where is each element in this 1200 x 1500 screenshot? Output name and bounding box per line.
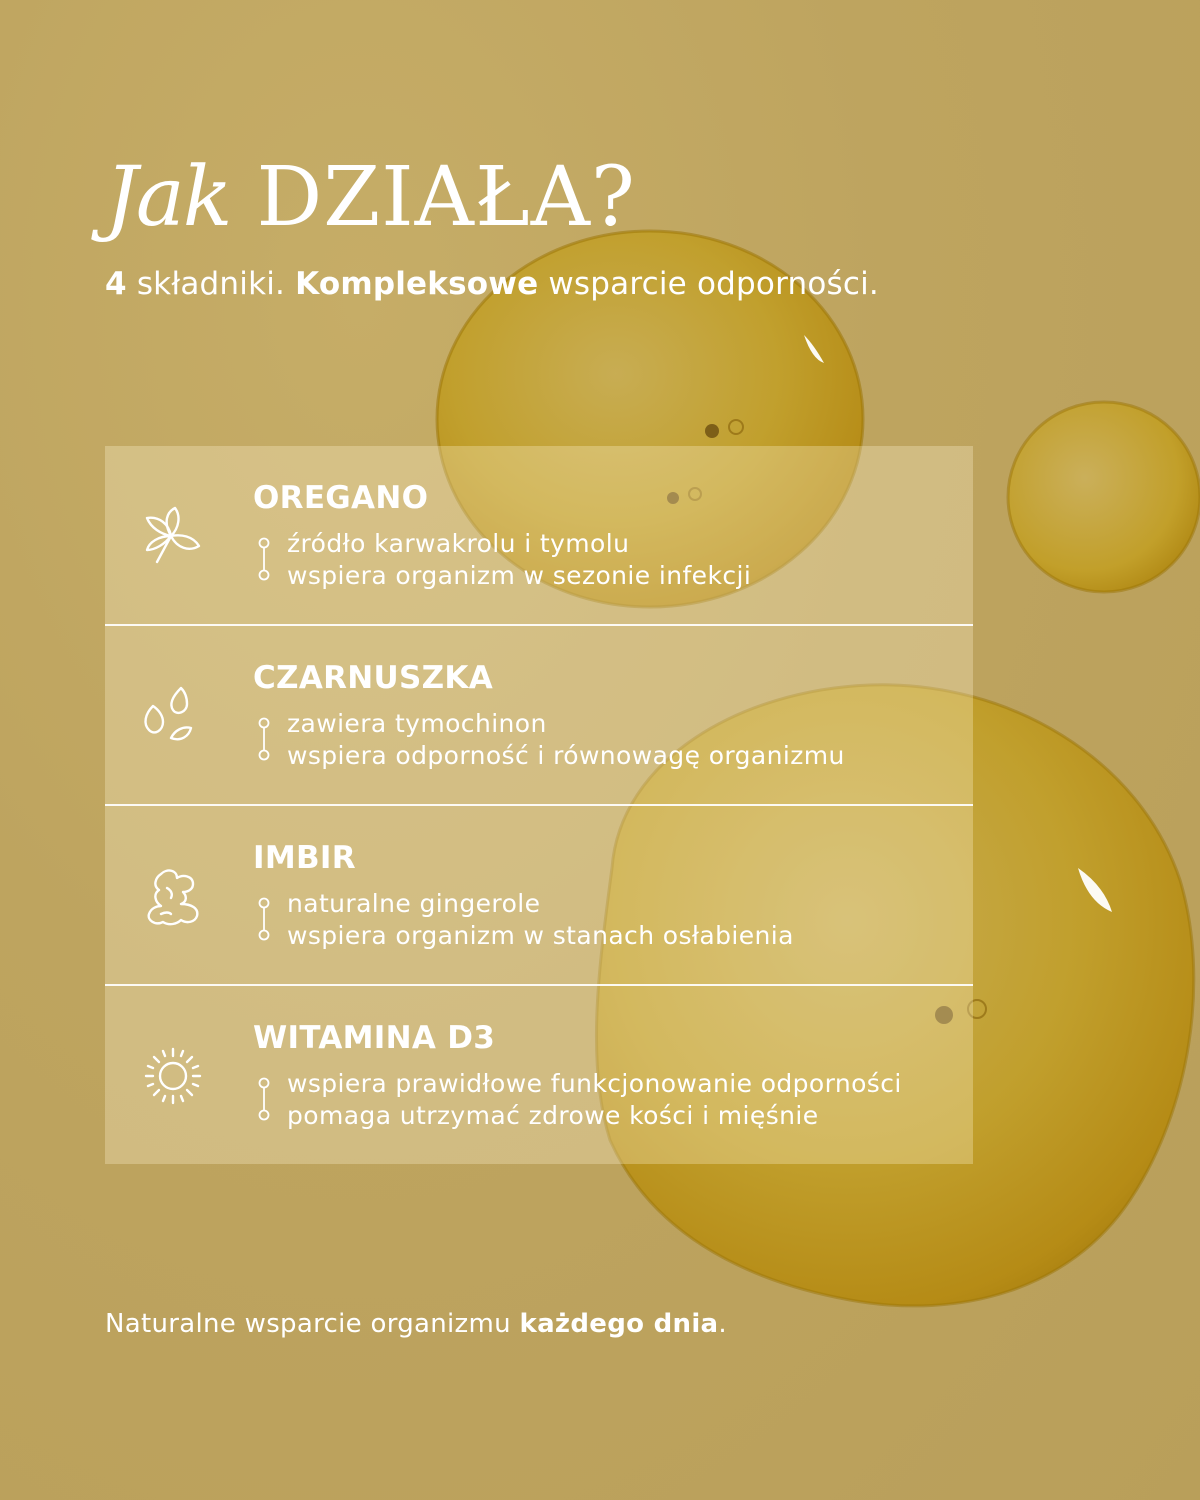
subtitle-part2: wsparcie odporności. xyxy=(538,266,879,302)
subtitle-count: 4 xyxy=(105,266,127,302)
leaf-icon xyxy=(141,504,205,568)
ingredient-point: wspiera prawidłowe funkcjonowanie odporności xyxy=(287,1069,902,1098)
page-title xyxy=(105,148,636,248)
ingredient-row-czarnuszka xyxy=(105,626,973,804)
ingredient-name: OREGANO xyxy=(253,480,429,516)
bullet-connector-icon xyxy=(257,1076,271,1122)
ginger-root-icon xyxy=(141,864,205,928)
ingredient-point: pomaga utrzymać zdrowe kości i mięśnie xyxy=(287,1101,819,1130)
ingredient-row-oregano xyxy=(105,446,973,624)
bullet-connector-icon xyxy=(257,896,271,942)
ingredient-row-witamina-d3 xyxy=(105,986,973,1164)
bullet-connector-icon xyxy=(257,716,271,762)
ingredient-point: źródło karwakrolu i tymolu xyxy=(287,529,630,558)
seeds-icon xyxy=(141,684,205,748)
ingredient-point: zawiera tymochinon xyxy=(287,709,547,738)
title-italic: Jak xyxy=(105,150,231,245)
subtitle-bold: Kompleksowe xyxy=(295,266,539,302)
page-subtitle xyxy=(105,264,879,304)
ingredient-name: CZARNUSZKA xyxy=(253,660,494,696)
bullet-connector-icon xyxy=(257,536,271,582)
title-caps: DZIAŁA? xyxy=(256,150,636,245)
ingredient-point: naturalne gingerole xyxy=(287,889,541,918)
subtitle-part1: składniki. xyxy=(126,266,296,302)
footer-text: Naturalne wsparcie organizmu xyxy=(105,1309,520,1339)
ingredient-point: wspiera organizm w sezonie infekcji xyxy=(287,561,752,590)
ingredient-name: IMBIR xyxy=(253,840,356,876)
ingredient-point: wspiera organizm w stanach osłabienia xyxy=(287,921,794,950)
ingredient-point: wspiera odporność i równowagę organizmu xyxy=(287,741,845,770)
footer-tagline xyxy=(105,1306,727,1342)
ingredient-row-imbir xyxy=(105,806,973,984)
oil-drop-small xyxy=(1008,402,1200,592)
ingredients-panel xyxy=(105,446,973,1164)
ingredient-name: WITAMINA D3 xyxy=(253,1020,496,1056)
footer-end: . xyxy=(718,1309,727,1339)
sun-icon xyxy=(141,1044,205,1108)
footer-bold: każdego dnia xyxy=(519,1309,719,1339)
